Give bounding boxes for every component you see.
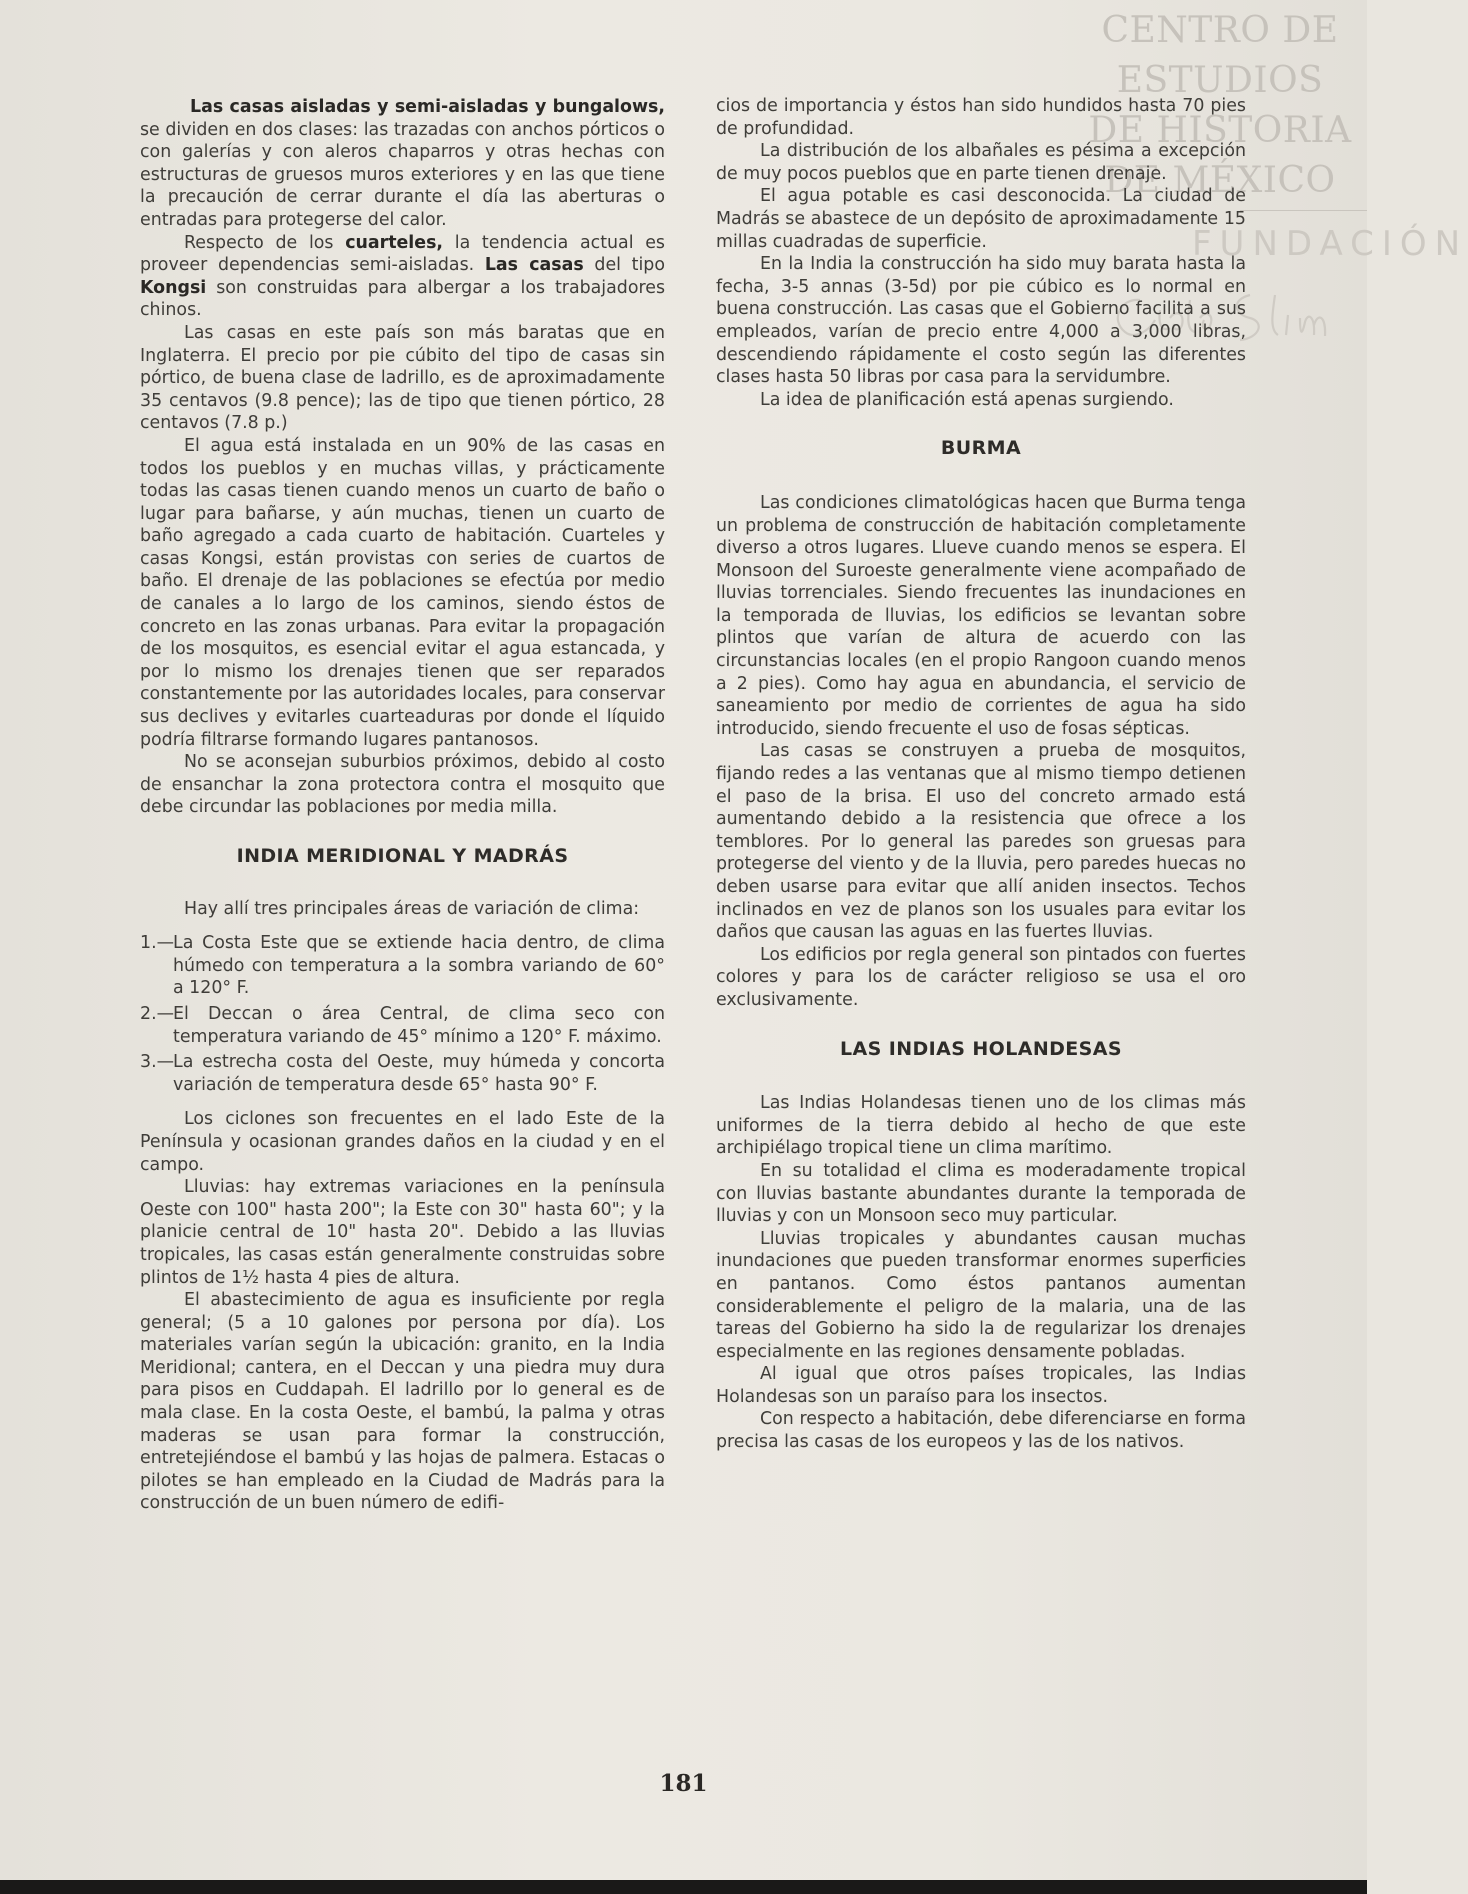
watermark-divider <box>1240 210 1367 211</box>
paragraph: Los ciclones son frecuentes en el lado Este de la Península y ocasionan grandes daños en la ciudad y en el campo. <box>140 1109 665 1175</box>
paragraph: Hay allí tres principales áreas de variación de clima: <box>184 898 640 919</box>
paragraph: Los edificios por regla general son pintados con fuertes colores y para los de carácter religioso se usa el oro exclusivamente. <box>716 944 1246 1010</box>
bold-term: Las casas <box>484 255 584 276</box>
climate-list <box>140 932 665 1096</box>
watermark-line: DE MÉXICO <box>1104 160 1336 201</box>
list-item <box>140 1003 665 1048</box>
paragraph: No se aconsejan suburbios próximos, debido al costo de ensanchar la zona protectora contra el mosquito que debe circundar las poblaciones por media milla. <box>140 752 665 818</box>
section-heading: LAS INDIAS HOLANDESAS <box>840 1037 1122 1060</box>
list-number: 3.— <box>140 1052 174 1073</box>
list-number: 2.— <box>140 1003 174 1024</box>
list-text: La Costa Este que se extiende hacia dentro, de clima húmedo con temperatura a la sombra variando de 60° a 120° F. <box>173 933 665 999</box>
list-number: 1.— <box>140 933 174 954</box>
paragraph-text: son construidas para albergar a los trabajadores chinos. <box>140 277 665 321</box>
page-number: 181 <box>659 1770 708 1797</box>
watermark-fundacion: FUNDACIÓN <box>1192 224 1468 264</box>
paragraph <box>140 232 665 322</box>
watermark-line: DE HISTORIA <box>1088 110 1352 151</box>
list-text: La estrecha costa del Oeste, muy húmeda y concorta variación de temperatura desde 65° hasta 90° F. <box>173 1052 665 1095</box>
paragraph: La distribución de los albañales es pésima a excepción de muy pocos pueblos que en parte tienen drenaje. <box>716 141 1246 184</box>
paragraph: Las casas se construyen a prueba de mosquitos, fijando redes a las ventanas que al mismo tiempo detienen el paso de la brisa. El uso del concreto armado está aumentando debido a la resistencia que ofrece a los temblores. Por lo general las paredes son gruesas para protegerse del viento y de la lluvia, pero paredes huecas no deben usarse para evitar que allí aniden insectos. Techos inclinados en vez de planos son los usuales para evitar los daños que causan las aguas en las fuertes lluvias. <box>716 741 1246 943</box>
scan-edge <box>0 1880 1367 1894</box>
paragraph: El agua potable es casi desconocida. La ciudad de Madrás se abastece de un depósito de aproximadamente 15 millas cuadradas de superficie. <box>716 186 1246 252</box>
section-heading: BURMA <box>940 437 1022 460</box>
watermark-line: ESTUDIOS <box>1116 60 1324 101</box>
paragraph: Al igual que otros países tropicales, las Indias Holandesas son un paraíso para los insectos. <box>716 1364 1246 1407</box>
paragraph-text: del tipo <box>583 255 665 276</box>
paragraph <box>140 96 665 232</box>
list-item <box>140 932 665 1000</box>
paragraph: En la India la construcción ha sido muy barata hasta la fecha, 3-5 annas (3-5d) por pie cúbico es lo normal en buena construcción. Las casas que el Gobierno facilita a sus empleados, varían de precio entre 4,000 a 3,000 libras, descendiendo rápidamente el costo según las diferentes clases hasta 50 libras por casa para la servidumbre. <box>716 254 1246 388</box>
list-text: El Deccan o área Central, de clima seco con temperatura variando de 45° mínimo a 120° F. máximo. <box>173 1003 665 1047</box>
right-column <box>716 95 1246 1454</box>
paragraph-text: la tendencia actual es proveer dependencias semi-aisladas. <box>140 232 665 276</box>
paragraph: Las casas en este país son más baratas que en Inglaterra. El precio por pie cúbito del tipo de casas sin pórtico, de buena clase de ladrillo, es de aproximadamente 35 centavos (9.8 pence); las de tipo que tienen pórtico, 28 centavos (7.8 p.) <box>140 322 665 434</box>
paragraph: Con respecto a habitación, debe diferenciarse en forma precisa las casas de los europeos y las de los nativos. <box>716 1409 1246 1453</box>
paragraph: El agua está instalada en un 90% de las casas en todos los pueblos y en muchas villas, y prácticamente todas las casas tienen cuando menos un cuarto de baño o lugar para bañarse, y aún muchas, tienen un cuarto de baño agregado a cada cuarto de habitación. Cuarteles y casas Kongsi, están provistas con series de cuartos de baño. El drenaje de las poblaciones se efectúa por medio de canales a lo largo de los caminos, siendo éstos de concreto en las zonas urbanas. Para evitar la propagación de los mosquitos, es esencial evitar el agua estancada, y por lo mismo los drenajes tienen que ser reparados constantemente por las autoridades locales, para conservar sus declives y evitarles cuarteaduras por donde el líquido podría filtrarse formando lugares pantanosos. <box>140 435 665 750</box>
paragraph: Las Indias Holandesas tienen uno de los climas más uniformes de la tierra debido al hecho de que este archipiélago tropical tiene un clima marítimo. <box>716 1093 1246 1159</box>
paragraph-text: se dividen en dos clases: las trazadas con anchos pórticos o con galerías y con aleros chaparros y otras hechas con estructuras de gruesos muros exteriores y en las que tiene la precaución de cerrar durante el día las aberturas o entradas para protegerse del calor. <box>140 119 665 230</box>
left-column <box>140 96 665 1515</box>
list-item <box>140 1051 665 1096</box>
bold-term: Kongsi <box>140 277 207 298</box>
paragraph: En su totalidad el clima es moderadamente tropical con lluvias bastante abundantes durante la temporada de lluvias y con un Monsoon seco muy particular. <box>716 1160 1246 1227</box>
paragraph: Lluvias: hay extremas variaciones en la península Oeste con 100" hasta 200"; la Este con 30" hasta 60"; y la planicie central de 10" hasta 20". Debido a las lluvias tropicales, las casas están generalmente construidas sobre plintos de 1½ hasta 4 pies de altura. <box>140 1177 665 1288</box>
section-heading: INDIA MERIDIONAL Y MADRÁS <box>236 845 569 867</box>
paragraph: El abastecimiento de agua es insuficiente por regla general; (5 a 10 galones por persona por día). Los materiales varían según la ubicación: granito, en la India Meridional; cantera, en el Deccan y una piedra muy dura para pisos en Cuddapah. El ladrillo por lo general es de mala clase. En la costa Oeste, el bambú, la palma y otras maderas se usan para formar la construcción, entretejiéndose el bambú y las hojas de palmera. Estacas o pilotes se han empleado en la Ciudad de Madrás para la construcción de un buen número de edifi- <box>140 1290 665 1514</box>
bold-term: cuarteles, <box>345 232 444 253</box>
watermark-line: CENTRO DE <box>1101 10 1339 51</box>
bold-term: Las casas aisladas y semi-aisladas y bungalows, <box>190 97 665 117</box>
paragraph: cios de importancia y éstos han sido hundidos hasta 70 pies de profundidad. <box>716 96 1246 139</box>
paragraph: Lluvias tropicales y abundantes causan muchas inundaciones que pueden transformar enormes superficies en pantanos. Como éstos pantanos aumentan considerablemente el peligro de la malaria, una de las tareas del Gobierno ha sido la de regularizar los drenajes especialmente en las regiones densamente pobladas. <box>716 1228 1246 1362</box>
paragraph: Las condiciones climatológicas hacen que Burma tenga un problema de construcción de habitación completamente diverso a otros lugares. Llueve cuando menos se espera. El Monsoon del Suroeste generalmente viene acompañado de lluvias torrenciales. Siendo frecuentes las inundaciones en la temporada de lluvias, los edificios se levantan sobre plintos que varían de altura de acuerdo con las circunstancias locales (en el propio Rangoon cuando menos a 2 pies). Como hay agua en abundancia, el servicio de saneamiento por medio de corrientes de agua ha sido introducido, siendo frecuente el uso de fosas sépticas. <box>716 492 1246 739</box>
paragraph: La idea de planificación está apenas surgiendo. <box>760 389 1174 410</box>
paragraph-text: Respecto de los <box>184 232 346 253</box>
